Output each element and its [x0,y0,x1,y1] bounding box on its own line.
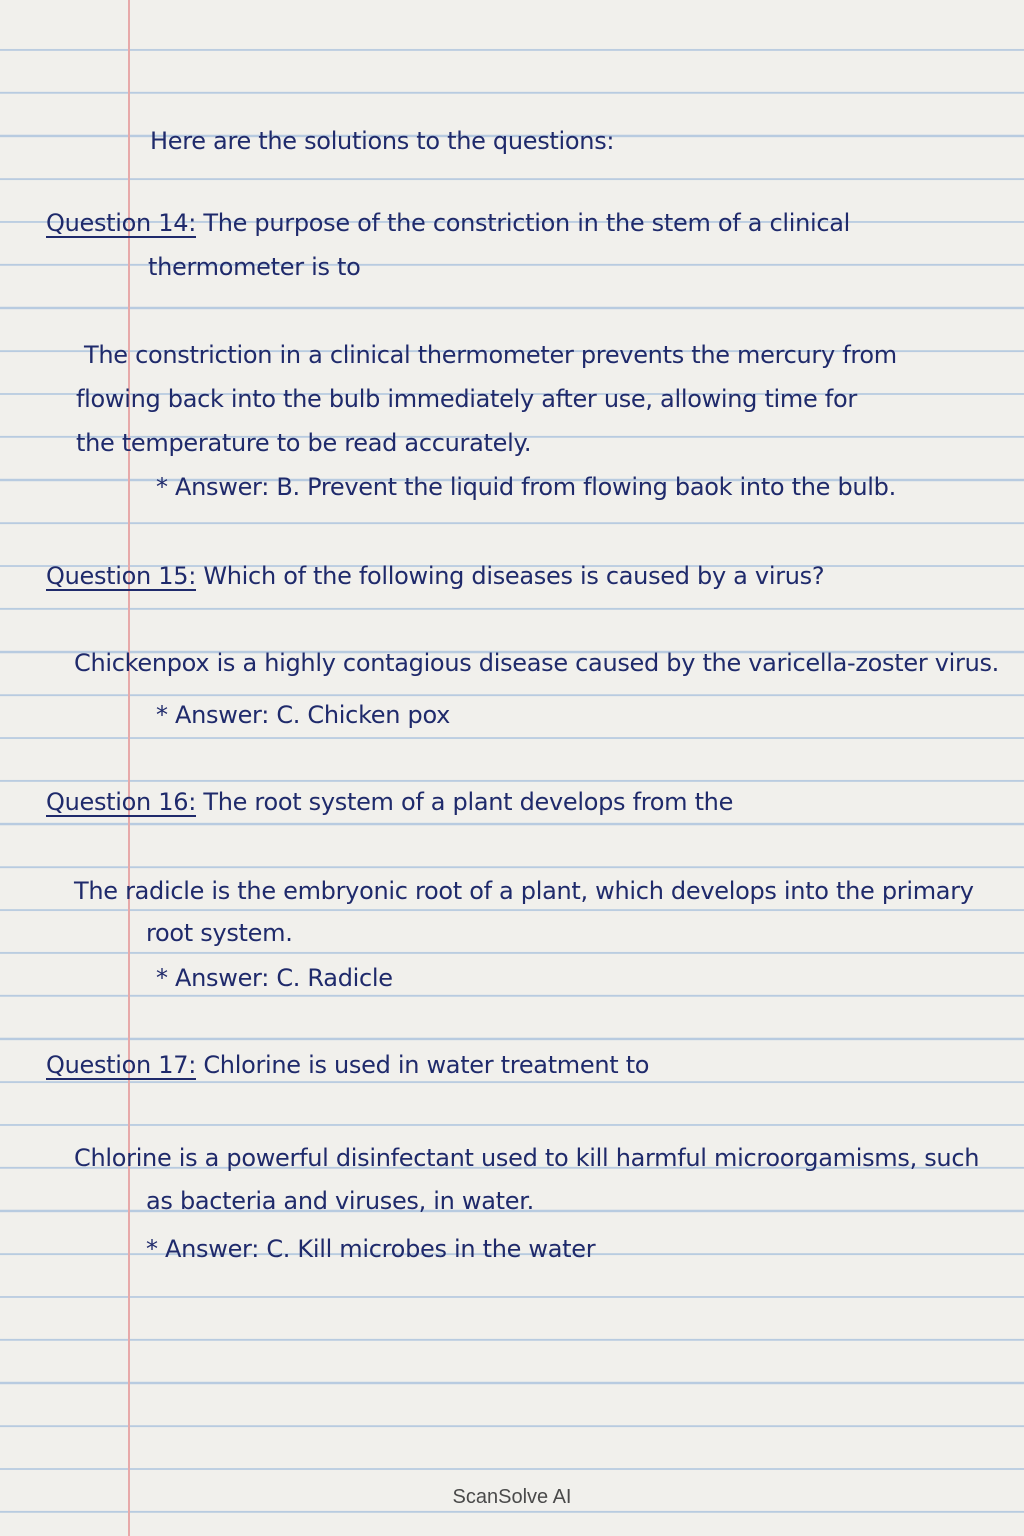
question-15-label: Question 15: [46,562,196,590]
q15-answer: * Answer: C. Chicken pox [156,701,450,729]
q17-answer: * Answer: C. Kill microbes in the water [146,1235,596,1263]
q17-explanation-line-1: Chlorine is a powerful disinfectant used to kill harmful microorgamisms, such [74,1144,980,1172]
question-14-text: The purpose of the constriction in the stem of a clinical [203,209,851,237]
q14-answer: * Answer: B. Prevent the liquid from flowing baok into the bulb. [156,473,896,501]
q14-explanation-line-2: flowing back into the bulb immediately after use, allowing time for [76,385,857,413]
intro-line: Here are the solutions to the questions: [150,127,615,155]
question-15-text: Which of the following diseases is caused by a virus? [203,562,825,590]
question-14-text-cont: thermometer is to [148,253,361,281]
question-16-label: Question 16: [46,788,196,816]
q15-explanation-line-1: Chickenpox is a highly contagious disease caused by the varicella-zoster virus. [74,649,1000,677]
question-17-label: Question 17: [46,1051,196,1079]
q16-explanation-line-2: root system. [146,919,293,947]
question-17-text: Chlorine is used in water treatment to [203,1051,650,1079]
q17-explanation-line-2: as bacteria and viruses, in water. [146,1187,534,1215]
question-17 [46,1050,649,1080]
question-14-label: Question 14: [46,209,196,237]
question-14 [46,208,850,238]
q14-explanation-line-3: the temperature to be read accurately. [76,429,532,457]
question-16 [46,787,733,817]
q14-explanation-line-1: The constriction in a clinical thermometer prevents the mercury from [84,341,897,369]
q16-explanation-line-1: The radicle is the embryonic root of a plant, which develops into the primary [74,877,974,905]
q16-answer: * Answer: C. Radicle [156,964,393,992]
question-16-text: The root system of a plant develops from the [203,788,734,816]
question-15 [46,561,824,591]
footer-watermark: ScanSolve AI [452,1486,572,1508]
